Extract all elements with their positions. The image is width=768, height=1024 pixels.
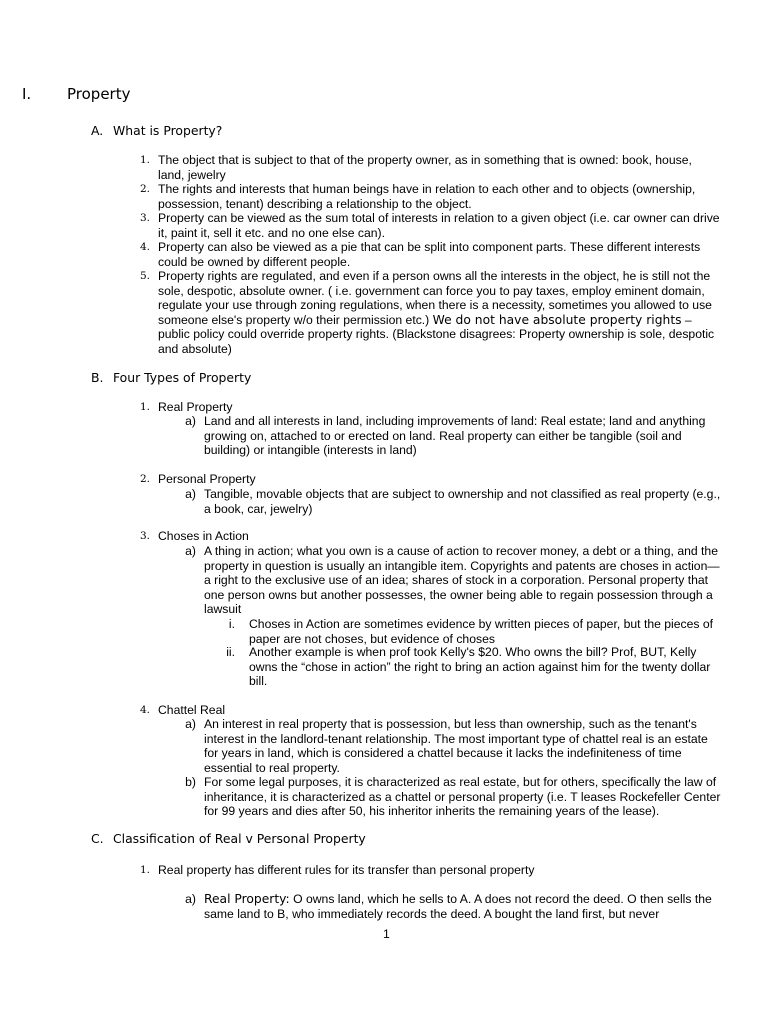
- list-item: [139, 863, 720, 878]
- section-title: Property: [67, 85, 131, 103]
- sub-letter: a): [185, 487, 196, 501]
- subsub-text: Choses in Action are sometimes evidence by written pieces of paper, but the pieces of paper are not choses, but evidence of choses: [249, 617, 714, 646]
- list-text: The rights and interests that human beings have in relation to each other and to objects (ownership, possession, tenant) describing a relationship to the object.: [158, 182, 696, 211]
- list-number: 3.: [139, 530, 150, 542]
- sub-text: [204, 892, 724, 921]
- list-text: Real Property: [158, 400, 233, 414]
- subheading-c: [91, 832, 366, 847]
- list-text-part: Property rights are regulated, and even if a person owns all the interests in the object, he is still not the sole, despotic, absolute owner. ( i.e. government can force you to pay taxes, employ eminent domain, regulate your use through zoning regulations, when there is a necessity, sometimes you allowed to use someone else's property w/o their permission etc.): [158, 269, 712, 327]
- list-number: 4.: [139, 241, 150, 253]
- list-item: [139, 703, 720, 718]
- sub-text: An interest in real property that is possession, but less than ownership, such as the tenant's interest in the landlord-tenant relationship. The most important type of chattel real is an estate for years in land, which is considered a chattel because it lacks the indefiniteness of time essential to real property.: [204, 717, 708, 775]
- subheading-letter: C.: [91, 831, 104, 846]
- subsub-text: Another example is when prof took Kelly's $20. Who owns the bill? Prof, BUT, Kelly owns the “chose in action” the right to bring an action against him for the twenty dollar bill.: [249, 645, 711, 689]
- sub-item: [185, 717, 724, 775]
- list-number: 3.: [139, 212, 150, 224]
- list-item: [139, 269, 720, 357]
- list-item: [139, 182, 720, 211]
- list-number: 4.: [139, 704, 150, 716]
- list-number: 1.: [139, 864, 150, 876]
- sub-text: Tangible, movable objects that are subject to ownership and not classified as real property (e.g., a book, car, jewelry): [204, 487, 721, 516]
- subheading-title: Classification of Real v Personal Property: [113, 831, 366, 846]
- sub-letter: a): [185, 717, 196, 731]
- emphasis-text: We do not have absolute property rights: [432, 312, 682, 327]
- sub-text-part: O owns land, which he sells to A. A does not record the deed. O then sells the same land to B, who immediately records the deed. A bought the land first, but never: [204, 892, 712, 921]
- subheading-title: What is Property?: [113, 123, 223, 138]
- subsub-item: [228, 617, 719, 646]
- sub-item: [185, 487, 724, 516]
- list-number: 1.: [139, 401, 150, 413]
- subsub-item: [226, 645, 719, 689]
- sub-text: Land and all interests in land, including improvements of land: Real estate; land and anything growing on, attached to or erected on land. Real property can either be tangible (soil and building) or intangible (interests in land): [204, 414, 706, 458]
- roman-number: i.: [228, 617, 235, 631]
- list-text-part: – public policy could override property rights. (Blackstone disagrees: Property ownership is sole, despotic and absolute): [158, 312, 715, 356]
- list-number: 5.: [139, 270, 150, 282]
- list-text: Choses in Action: [158, 529, 249, 543]
- list-number: 2.: [139, 183, 150, 195]
- list-item: [139, 240, 720, 269]
- subheading-title: Four Types of Property: [113, 370, 252, 385]
- sub-letter: a): [185, 544, 196, 558]
- sub-item: [185, 414, 724, 458]
- sub-item: [185, 544, 724, 617]
- sub-label: Real Property:: [204, 892, 290, 906]
- page-number: 1: [383, 927, 390, 941]
- subheading-letter: A.: [91, 123, 104, 138]
- sub-letter: b): [185, 775, 196, 789]
- list-text: Property can also be viewed as a pie that can be split into component parts. These different interests could be owned by different people.: [158, 240, 701, 269]
- sub-item: [185, 892, 724, 921]
- list-text: Personal Property: [158, 472, 256, 486]
- list-item: [139, 529, 720, 544]
- list-number: 1.: [139, 154, 150, 166]
- sub-item: [185, 775, 724, 819]
- subheading-b: [91, 371, 251, 386]
- list-text: [158, 269, 720, 357]
- sub-letter: a): [185, 892, 196, 906]
- sub-text: A thing in action; what you own is a cause of action to recover money, a debt or a thing, and the property in question is usually an intangible item. Copyrights and patents are choses in action—a right to the exclusive use of an idea; shares of stock in a corporation. Personal property that one person owns but another possesses, the owner being able to regain possession through a lawsuit: [204, 544, 720, 617]
- list-text: Property can be viewed as the sum total of interests in relation to a given object (i.e. car owner can drive it, paint it, sell it etc. and no one else can).: [158, 211, 720, 240]
- list-text: Real property has different rules for its transfer than personal property: [158, 863, 535, 877]
- list-text: Chattel Real: [158, 703, 226, 717]
- section-number: I.: [22, 85, 32, 103]
- list-item: [139, 211, 720, 240]
- subheading-letter: B.: [91, 370, 104, 385]
- subheading-a: [91, 124, 222, 139]
- list-number: 2.: [139, 473, 150, 485]
- roman-number: ii.: [226, 645, 235, 659]
- list-text: The object that is subject to that of the property owner, as in something that is owned: book, house, land, jewelry: [158, 153, 692, 182]
- list-item: [139, 472, 720, 487]
- list-item: [139, 153, 720, 182]
- sub-letter: a): [185, 414, 196, 428]
- list-item: [139, 400, 720, 415]
- sub-text: For some legal purposes, it is characterized as real estate, but for others, specifically the law of inheritance, it is characterized as a chattel or personal property (i.e. T leases Rockefeller Center for 99 years and dies after 50, his inheritor inherits the remaining years of the lease).: [204, 775, 721, 819]
